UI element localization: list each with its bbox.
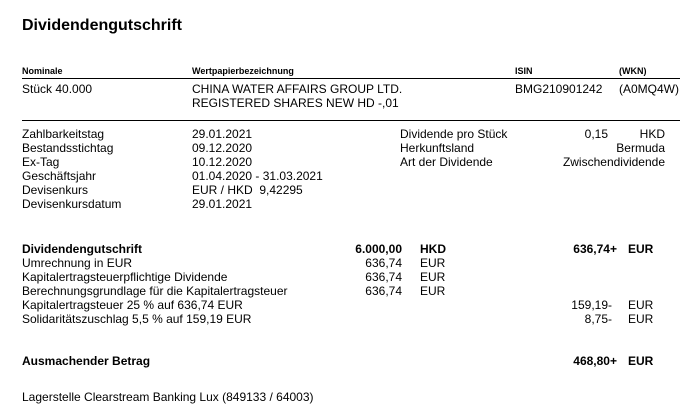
detail-value: Zwischendividende bbox=[562, 155, 665, 169]
calc-label: Dividendengutschrift bbox=[22, 242, 143, 256]
detail-label: Zahlbarkeitstag bbox=[22, 127, 105, 141]
detail-label: Ex-Tag bbox=[22, 155, 60, 169]
calc-total: 636,74+ bbox=[573, 242, 617, 256]
calc-currency: EUR bbox=[420, 284, 446, 298]
custody-note: Lagerstelle Clearstream Banking Lux (849133 / 64003) bbox=[22, 390, 314, 404]
calc-currency: HKD bbox=[420, 242, 446, 256]
isin-value: BMG210901242 bbox=[515, 82, 603, 96]
header-nominale: Nominale bbox=[22, 66, 63, 76]
calc-label: Berechnungsgrundlage für die Kapitalertragsteuer bbox=[22, 284, 288, 298]
security-name-line1: CHINA WATER AFFAIRS GROUP LTD. bbox=[192, 82, 403, 96]
detail-label: Herkunftsland bbox=[400, 141, 475, 155]
detail-value: 09.12.2020 bbox=[192, 141, 253, 155]
header-rule bbox=[22, 78, 680, 79]
calc-amount: 636,74 bbox=[365, 270, 402, 284]
security-rule bbox=[22, 120, 680, 121]
detail-unit: HKD bbox=[639, 127, 665, 141]
calc-label: Kapitalertragsteuer 25 % auf 636,74 EUR bbox=[22, 298, 243, 312]
nominale-value: Stück 40.000 bbox=[22, 82, 93, 96]
detail-value: 29.01.2021 bbox=[192, 197, 253, 211]
detail-label: Art der Dividende bbox=[400, 155, 493, 169]
calc-currency: EUR bbox=[420, 270, 446, 284]
detail-label: Geschäftsjahr bbox=[22, 169, 97, 183]
document-title: Dividendengutschrift bbox=[22, 17, 183, 34]
detail-label: Bestandsstichtag bbox=[22, 141, 114, 155]
detail-label: Devisenkursdatum bbox=[22, 197, 122, 211]
calc-label: Kapitalertragsteuerpflichtige Dividende bbox=[22, 270, 228, 284]
detail-value: 10.12.2020 bbox=[192, 155, 253, 169]
header-wkn: (WKN) bbox=[619, 66, 647, 76]
header-wertpapierbezeichnung: Wertpapierbezeichnung bbox=[192, 66, 294, 76]
calc-total-currency: EUR bbox=[628, 298, 654, 312]
wkn-value: (A0MQ4W) bbox=[619, 82, 679, 96]
calc-currency: EUR bbox=[420, 256, 446, 270]
payout-label: Ausmachender Betrag bbox=[22, 354, 151, 368]
detail-value: 29.01.2021 bbox=[192, 127, 253, 141]
calc-label: Umrechnung in EUR bbox=[22, 256, 133, 270]
calc-total-currency: EUR bbox=[628, 312, 654, 326]
calc-amount: 6.000,00 bbox=[355, 242, 402, 256]
calc-total: 8,75- bbox=[584, 312, 612, 326]
security-name-line2: REGISTERED SHARES NEW HD -,01 bbox=[192, 96, 399, 110]
calc-total: 159,19- bbox=[571, 298, 612, 312]
header-isin: ISIN bbox=[515, 66, 533, 76]
detail-value: 0,15 bbox=[584, 127, 608, 141]
payout-total: 468,80+ bbox=[573, 354, 617, 368]
detail-value: Bermuda bbox=[616, 141, 665, 155]
calc-total-currency: EUR bbox=[628, 242, 654, 256]
calc-label: Solidaritätszuschlag 5,5 % auf 159,19 EUR bbox=[22, 312, 252, 326]
payout-currency: EUR bbox=[628, 354, 654, 368]
calc-amount: 636,74 bbox=[365, 284, 402, 298]
detail-value: 01.04.2020 - 31.03.2021 bbox=[192, 169, 323, 183]
calc-amount: 636,74 bbox=[365, 256, 402, 270]
detail-value: EUR / HKD 9,42295 bbox=[192, 183, 303, 197]
detail-label: Devisenkurs bbox=[22, 183, 89, 197]
detail-label: Dividende pro Stück bbox=[400, 127, 508, 141]
